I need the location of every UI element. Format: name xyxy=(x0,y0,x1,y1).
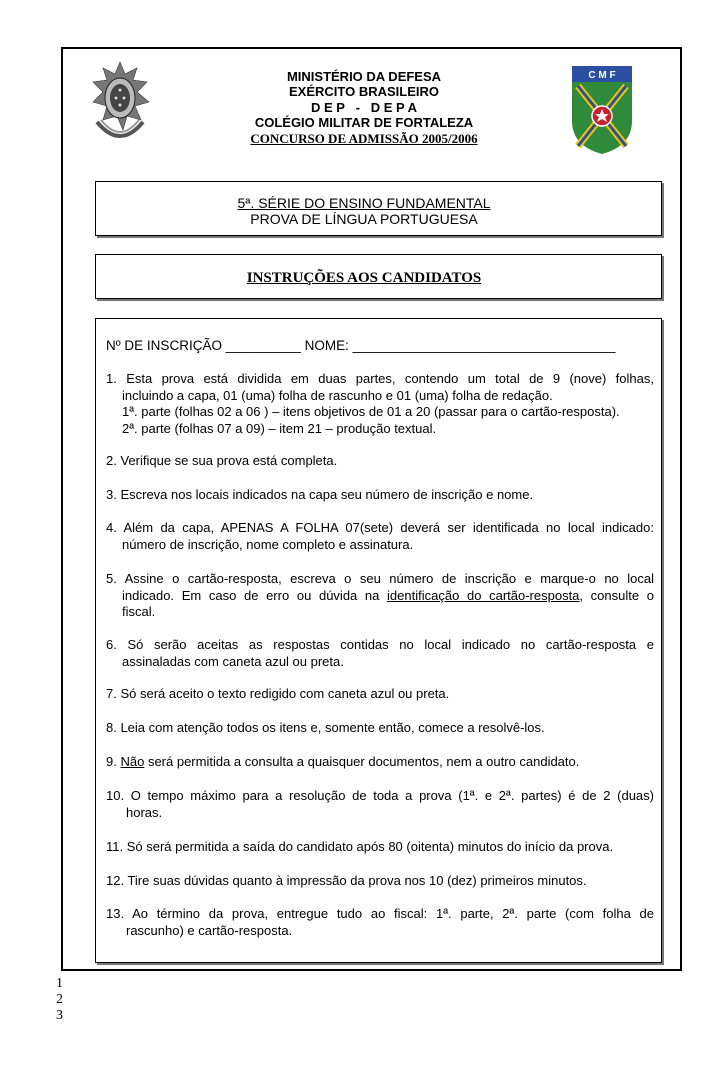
item-2: 2. Verifique se sua prova está completa. xyxy=(106,453,338,468)
registration-line xyxy=(106,338,654,355)
margin-line-number: 3 xyxy=(56,1008,63,1023)
item-5: 5. Assine o cartão-resposta, escreva o seu número de inscrição e marque-o no local indicado. Em caso de erro ou dúvida na identificação do cartão-resposta, consulte o fiscal. xyxy=(106,571,654,619)
shield-text: C M F xyxy=(588,70,616,81)
nome-label: NOME: xyxy=(304,338,349,353)
card-id-link: identificação do cartão-resposta xyxy=(387,587,580,603)
item-1: 1. Esta prova está dividida em duas partes, contendo um total de 9 (nove) folhas, incluindo a capa, 01 (uma) folha de rascunho e 01 (uma) folha de redação. 1ª. parte (folhas 02 a 06 ) – itens objetivos de 01 a 20 (passar para o cartão-resposta). 2ª. parte (folhas 07 a 09) – item 21 – produção textual. xyxy=(106,371,654,436)
header-ministry: MINISTÉRIO DA DEFESA xyxy=(286,69,442,84)
inscricao-label: Nº DE INSCRIÇÃO xyxy=(106,338,222,353)
item-11: 11. Só será permitida a saída do candidato após 80 (oitenta) minutos do início da prova. xyxy=(106,839,614,854)
item-10: 10. O tempo máximo para a resolução de toda a prova (1ª. e 2ª. partes) é de 2 (duas) horas. xyxy=(106,788,654,820)
item-8: 8. Leia com atenção todos os itens e, somente então, comece a resolvê-los. xyxy=(106,720,545,735)
nome-field[interactable]: ___________________________________ xyxy=(352,338,616,353)
header-army: EXÉRCITO BRASILEIRO xyxy=(288,84,439,99)
margin-line-number: 1 xyxy=(56,976,63,991)
item-4: 4. Além da capa, APENAS A FOLHA 07(sete) deverá ser identificada no local indicado: número de inscrição, nome completo e assinatura. xyxy=(106,520,654,552)
item-3: 3. Escreva nos locais indicados na capa seu número de inscrição e nome. xyxy=(106,487,534,502)
item-7: 7. Só será aceito o texto redigido com caneta azul ou preta. xyxy=(106,686,450,701)
header-dep: D E P - D E P A xyxy=(311,100,417,115)
exam-series: 5ª. SÉRIE DO ENSINO FUNDAMENTAL xyxy=(237,195,491,211)
item-6: 6. Só serão aceitas as respostas contidas no local indicado no cartão-resposta e assinaladas com caneta azul ou preta. xyxy=(106,637,654,669)
item-12: 12. Tire suas dúvidas quanto à impressão da prova nos 10 (dez) primeiros minutos. xyxy=(106,873,587,888)
cmf-shield-icon xyxy=(572,66,632,156)
exam-subject: PROVA DE LÍNGUA PORTUGUESA xyxy=(250,211,478,227)
margin-line-number: 2 xyxy=(56,992,63,1007)
item-13: 13. Ao término da prova, entregue tudo ao fiscal: 1ª. parte, 2ª. parte (com folha de rascunho) e cartão-resposta. xyxy=(106,906,654,938)
item-9: 9. Não será permitida a consulta a quaisquer documentos, nem a outro candidato. xyxy=(106,754,580,769)
header-contest: CONCURSO DE ADMISSÃO 2005/2006 xyxy=(250,131,478,146)
inscricao-field[interactable]: __________ xyxy=(225,338,301,353)
header-college: COLÉGIO MILITAR DE FORTALEZA xyxy=(254,115,474,130)
instructions-title: INSTRUÇÕES AOS CANDIDATOS xyxy=(246,270,482,286)
